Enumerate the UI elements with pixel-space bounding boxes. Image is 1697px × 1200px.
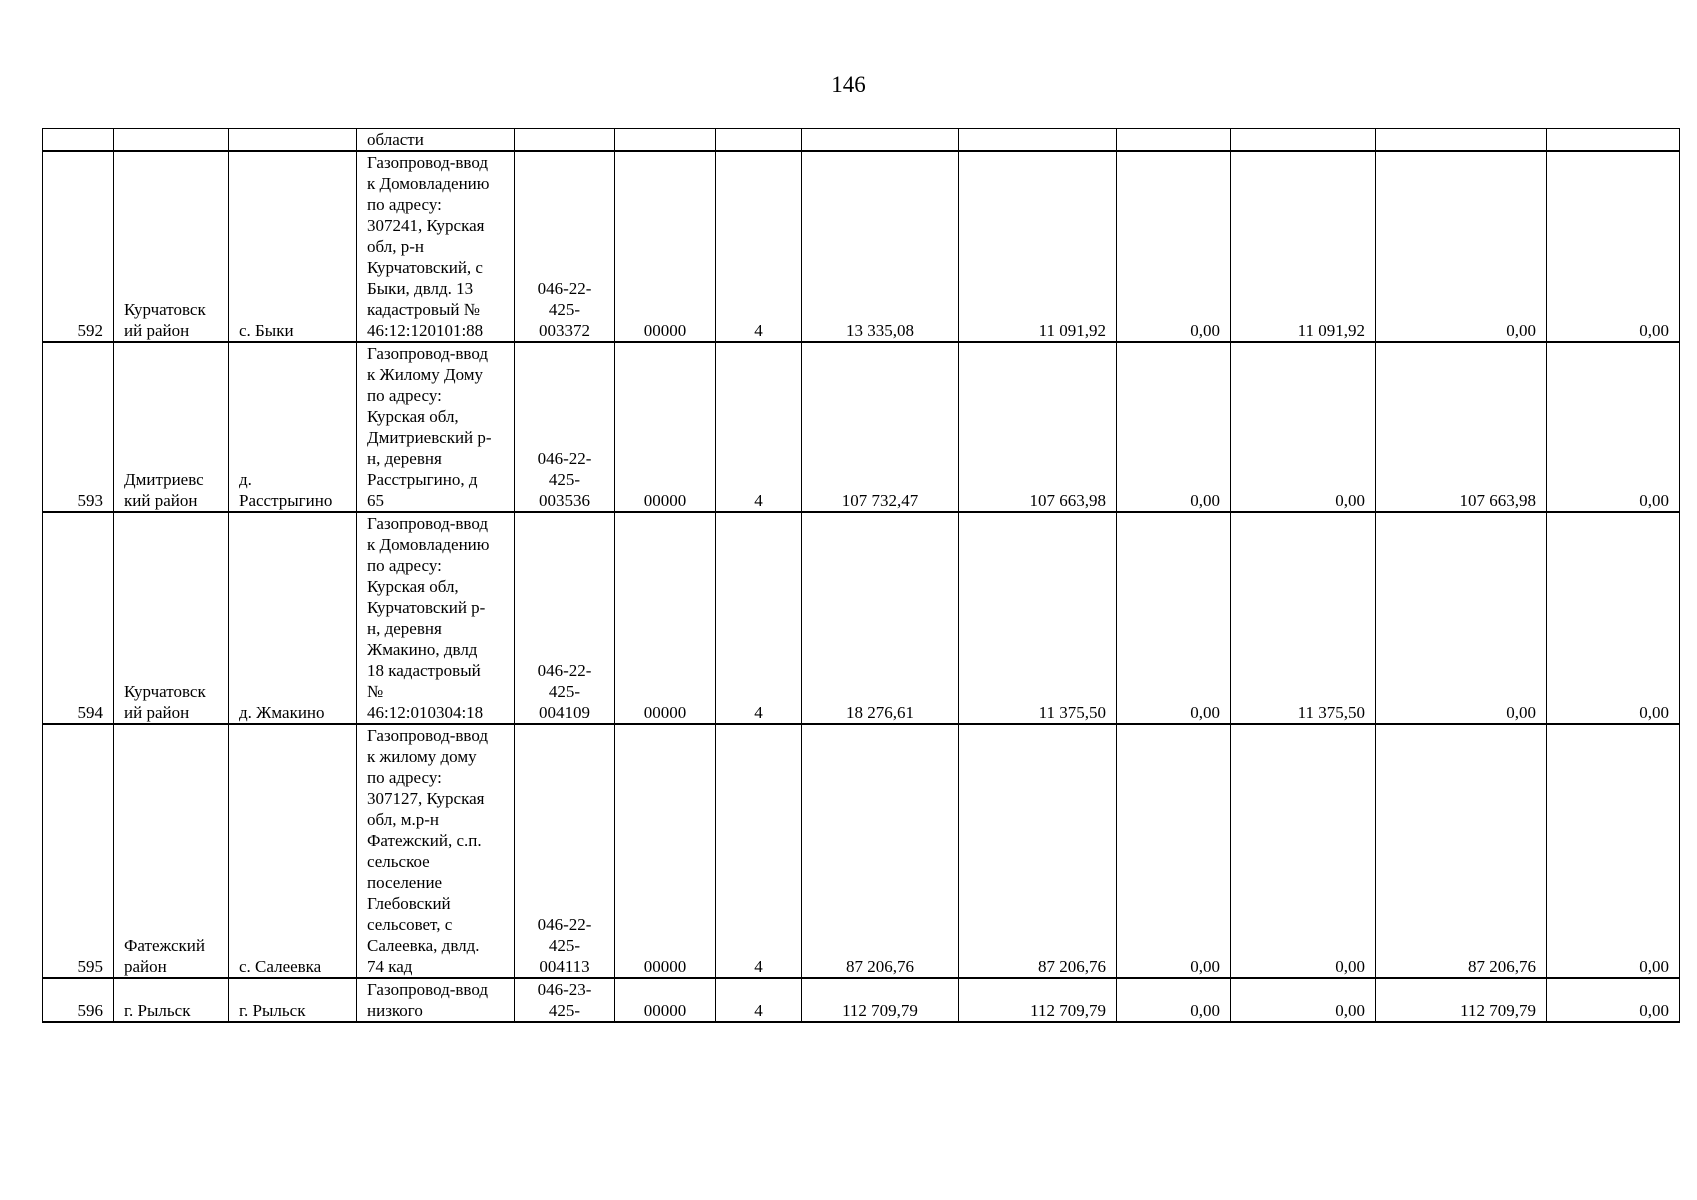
cell-code: 046-22- 425- 003372	[515, 151, 615, 342]
cell-empty	[959, 129, 1117, 152]
cell-kind: 00000	[615, 512, 716, 724]
cell-value-5: 112 709,79	[1376, 978, 1547, 1022]
cell-value-4: 0,00	[1231, 342, 1376, 512]
cell-description: Газопровод-ввод к Домовладению по адресу: 307241, Курская обл, р-н Курчатовский, с Быки, двлд. 13 кадастровый № 46:12:120101:88	[357, 151, 515, 342]
cell-empty	[615, 129, 716, 152]
cell-row-number: 595	[43, 724, 114, 978]
cell-value-6: 0,00	[1547, 342, 1680, 512]
cell-value-4: 11 375,50	[1231, 512, 1376, 724]
page-number: 146	[831, 72, 866, 97]
table-row	[43, 512, 1680, 724]
cell-empty	[43, 129, 114, 152]
cell-description: Газопровод-ввод низкого	[357, 978, 515, 1022]
cell-value-5: 0,00	[1376, 512, 1547, 724]
cell-settlement: с. Салеевка	[229, 724, 357, 978]
cell-kind: 00000	[615, 342, 716, 512]
cell-value-6: 0,00	[1547, 724, 1680, 978]
cell-value-6: 0,00	[1547, 151, 1680, 342]
cell-description: Газопровод-ввод к Домовладению по адресу: Курская обл, Курчатовский р- н, деревня Жмакино, двлд 18 кадастровый № 46:12:010304:18	[357, 512, 515, 724]
cell-value-1: 13 335,08	[802, 151, 959, 342]
cell-row-number: 592	[43, 151, 114, 342]
cell-empty	[229, 129, 357, 152]
cell-row-number: 594	[43, 512, 114, 724]
cell-value-1: 112 709,79	[802, 978, 959, 1022]
cell-district: Курчатовск ий район	[114, 151, 229, 342]
cell-code: 046-23- 425-	[515, 978, 615, 1022]
cell-empty	[1376, 129, 1547, 152]
cell-empty	[1547, 129, 1680, 152]
table-row-continuation	[43, 129, 1680, 152]
cell-description: Газопровод-ввод к жилому дому по адресу: 307127, Курская обл, м.р-н Фатежский, с.п. сельское поселение Глебовский сельсовет, с Салеевка, двлд. 74 кад	[357, 724, 515, 978]
cell-group: 4	[716, 342, 802, 512]
cell-value-6: 0,00	[1547, 978, 1680, 1022]
cell-settlement: г. Рыльск	[229, 978, 357, 1022]
cell-district: г. Рыльск	[114, 978, 229, 1022]
cell-description: области	[357, 129, 515, 152]
cell-kind: 00000	[615, 151, 716, 342]
table-row	[43, 342, 1680, 512]
cell-empty	[1117, 129, 1231, 152]
cell-empty	[802, 129, 959, 152]
cell-value-4: 0,00	[1231, 978, 1376, 1022]
cell-empty	[716, 129, 802, 152]
cell-code: 046-22- 425- 003536	[515, 342, 615, 512]
cell-empty	[515, 129, 615, 152]
cell-group: 4	[716, 151, 802, 342]
cell-settlement: д. Расстрыгино	[229, 342, 357, 512]
table-body	[43, 129, 1680, 1023]
table-row	[43, 151, 1680, 342]
cell-value-5: 87 206,76	[1376, 724, 1547, 978]
cell-value-3: 0,00	[1117, 151, 1231, 342]
cell-district: Фатежский район	[114, 724, 229, 978]
cell-value-4: 11 091,92	[1231, 151, 1376, 342]
cell-group: 4	[716, 724, 802, 978]
registry-table	[42, 128, 1680, 1023]
cell-value-2: 11 091,92	[959, 151, 1117, 342]
cell-value-1: 87 206,76	[802, 724, 959, 978]
cell-value-2: 87 206,76	[959, 724, 1117, 978]
cell-value-3: 0,00	[1117, 978, 1231, 1022]
table-row	[43, 978, 1680, 1022]
cell-value-4: 0,00	[1231, 724, 1376, 978]
cell-description: Газопровод-ввод к Жилому Дому по адресу: Курская обл, Дмитриевский р- н, деревня Расстрыгино, д 65	[357, 342, 515, 512]
cell-row-number: 596	[43, 978, 114, 1022]
cell-kind: 00000	[615, 978, 716, 1022]
cell-settlement: д. Жмакино	[229, 512, 357, 724]
cell-value-5: 0,00	[1376, 151, 1547, 342]
cell-settlement: с. Быки	[229, 151, 357, 342]
cell-empty	[114, 129, 229, 152]
cell-value-2: 107 663,98	[959, 342, 1117, 512]
cell-district: Дмитриевс кий район	[114, 342, 229, 512]
cell-value-3: 0,00	[1117, 724, 1231, 978]
cell-code: 046-22- 425- 004113	[515, 724, 615, 978]
cell-value-5: 107 663,98	[1376, 342, 1547, 512]
cell-value-2: 112 709,79	[959, 978, 1117, 1022]
cell-kind: 00000	[615, 724, 716, 978]
cell-group: 4	[716, 512, 802, 724]
cell-value-1: 107 732,47	[802, 342, 959, 512]
cell-row-number: 593	[43, 342, 114, 512]
cell-code: 046-22- 425- 004109	[515, 512, 615, 724]
table-row	[43, 724, 1680, 978]
cell-value-2: 11 375,50	[959, 512, 1117, 724]
cell-district: Курчатовск ий район	[114, 512, 229, 724]
cell-value-3: 0,00	[1117, 512, 1231, 724]
cell-group: 4	[716, 978, 802, 1022]
cell-empty	[1231, 129, 1376, 152]
cell-value-6: 0,00	[1547, 512, 1680, 724]
cell-value-1: 18 276,61	[802, 512, 959, 724]
cell-value-3: 0,00	[1117, 342, 1231, 512]
